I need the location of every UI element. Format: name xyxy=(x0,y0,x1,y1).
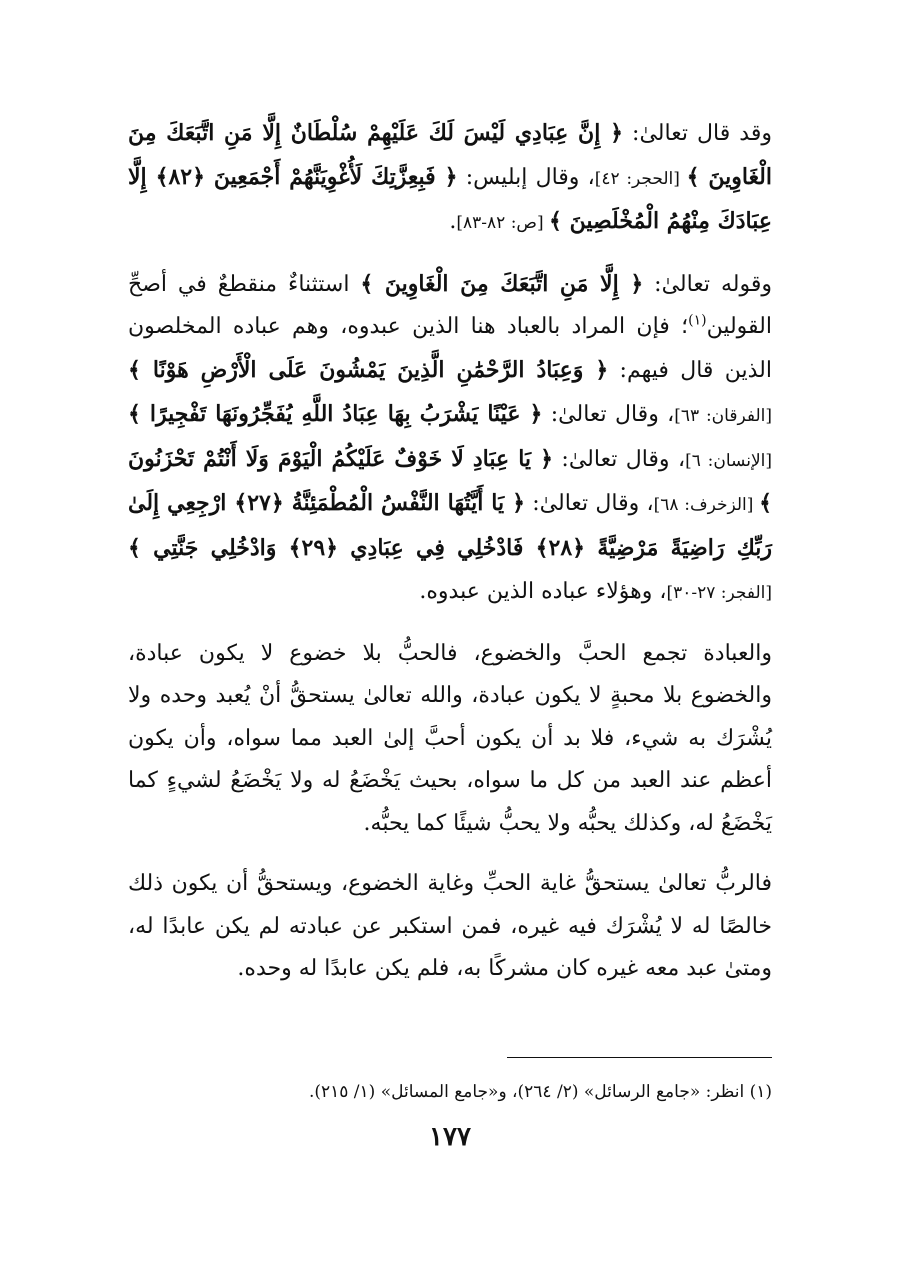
verse-reference: [الإنسان: ٦] xyxy=(685,450,772,471)
quran-verse: ﴿ إِنَّ عِبَادِي لَيْسَ لَكَ عَلَيْهِمْ سُلْطَانٌ إِلَّا مَنِ اتَّبَعَكَ مِنَ الْغَاوِينَ ﴾ xyxy=(128,120,773,190)
paragraph-3: والعبادة تجمع الحبَّ والخضوع، فالحبُّ بلا خضوع لا يكون عبادة، والخضوع بلا محبةٍ لا يكون عبادة، والله تعالىٰ يستحقُّ أنْ يُعبد وحده ولا يُشْرَك به شيء، فلا بد أن يكون أحبَّ إلىٰ العبد مما سواه، وأن يكون أعظم عند العبد من كل ما سواه، بحيث يَخْضَعُ له ولا يَخْضَعُ لشيءٍ كما يَخْضَعُ له، وكذلك يحبُّه ولا يحبُّ شيئًا كما يحبُّه. xyxy=(128,640,772,836)
paragraph-4: فالربُّ تعالىٰ يستحقُّ غاية الحبِّ وغاية الخضوع، ويستحقُّ أن يكون ذلك خالصًا له لا يُشْرَك فيه غيره، فمن استكبر عن عبادته لم يكن عابدًا له، ومتىٰ عبد معه غيره كان مشركًا به، فلم يكن عابدًا له وحده. xyxy=(128,871,772,981)
verse-reference: [الحجر: ٤٢] xyxy=(594,168,687,189)
quran-verse: ﴿ يَا أَيَّتُهَا النَّفْسُ الْمُطْمَئِنَّةُ ﴿٢٧﴾ ارْجِعِي إِلَىٰ رَبِّكِ رَاضِيَةً مَرْضِيَّةً ﴿٢٨﴾ فَادْخُلِي فِي عِبَادِي ﴿٢٩﴾ وَادْخُلِي جَنَّتِي ﴾ xyxy=(128,490,772,561)
quran-verse: ﴿ وَعِبَادُ الرَّحْمَٰنِ الَّذِينَ يَمْشُونَ عَلَى الْأَرْضِ هَوْنًا ﴾ xyxy=(128,356,609,383)
paragraph-2-lead: وقوله تعالىٰ: xyxy=(643,271,772,297)
verse-reference: [الفرقان: ٦٣] xyxy=(674,406,772,426)
footnote-marker[interactable]: (١) xyxy=(688,312,707,329)
paragraph-2-text: استثناءٌ منقطعٌ في أصحِّ القولين xyxy=(128,271,772,339)
quran-verse: ﴿ إِلَّا مَنِ اتَّبَعَكَ مِنَ الْغَاوِينَ ﴾ xyxy=(360,270,644,297)
paragraph-1 xyxy=(128,112,772,245)
page-body xyxy=(128,112,772,1009)
paragraph-1-lead: وقد قال تعالىٰ: xyxy=(622,121,772,146)
paragraph-1-mid: ، وقال إبليس: xyxy=(457,164,595,190)
quran-verse: ﴿ فَبِعِزَّتِكَ لَأُغْوِيَنَّهُمْ أَجْمَعِينَ ﴿٨٢﴾ إِلَّا عِبَادَكَ مِنْهُمُ الْمُخْلَصِينَ ﴾ xyxy=(128,163,772,234)
paragraph-1-tail: . xyxy=(449,209,457,234)
footnote-divider xyxy=(507,1057,772,1058)
paragraph-2-text: ، وقال تعالىٰ: xyxy=(542,402,675,427)
paragraph-2 xyxy=(128,263,772,615)
quran-verse: ﴿ عَيْنًا يَشْرَبُ بِهَا عِبَادُ اللَّهِ يُفَجِّرُونَهَا تَفْجِيرًا ﴾ xyxy=(128,401,543,427)
paragraph-2-text: ، وقال تعالىٰ: xyxy=(524,491,654,516)
verse-reference: [الزخرف: ٦٨] xyxy=(653,495,760,515)
footnote-text: انظر: «جامع الرسائل» (٢/ ٢٦٤)، و«جامع المسائل» (١/ ٢١٥). xyxy=(308,1082,745,1102)
paragraph-2-text: ، وقال تعالىٰ: xyxy=(553,446,686,472)
paragraph-2-tail: ، وهؤلاء عباده الذين عبدوه. xyxy=(419,579,667,604)
page-number: ١٧٧ xyxy=(429,1122,471,1152)
footnote xyxy=(128,1078,772,1106)
verse-reference: [الفجر: ٢٧-٣٠] xyxy=(666,583,772,603)
footnote-number: (١) xyxy=(749,1082,772,1102)
verse-reference: [ص: ٨٢-٨٣] xyxy=(456,213,550,233)
quran-verse: ﴿ يَا عِبَادِ لَا خَوْفٌ عَلَيْكُمُ الْيَوْمَ وَلَا أَنْتُمْ تَحْزَنُونَ ﴾ xyxy=(128,445,772,516)
paragraph-2-text: ؛ فإن المراد بالعباد هنا الذين عبدوه، وهم عباده المخلصون الذين قال فيهم: xyxy=(128,314,772,383)
